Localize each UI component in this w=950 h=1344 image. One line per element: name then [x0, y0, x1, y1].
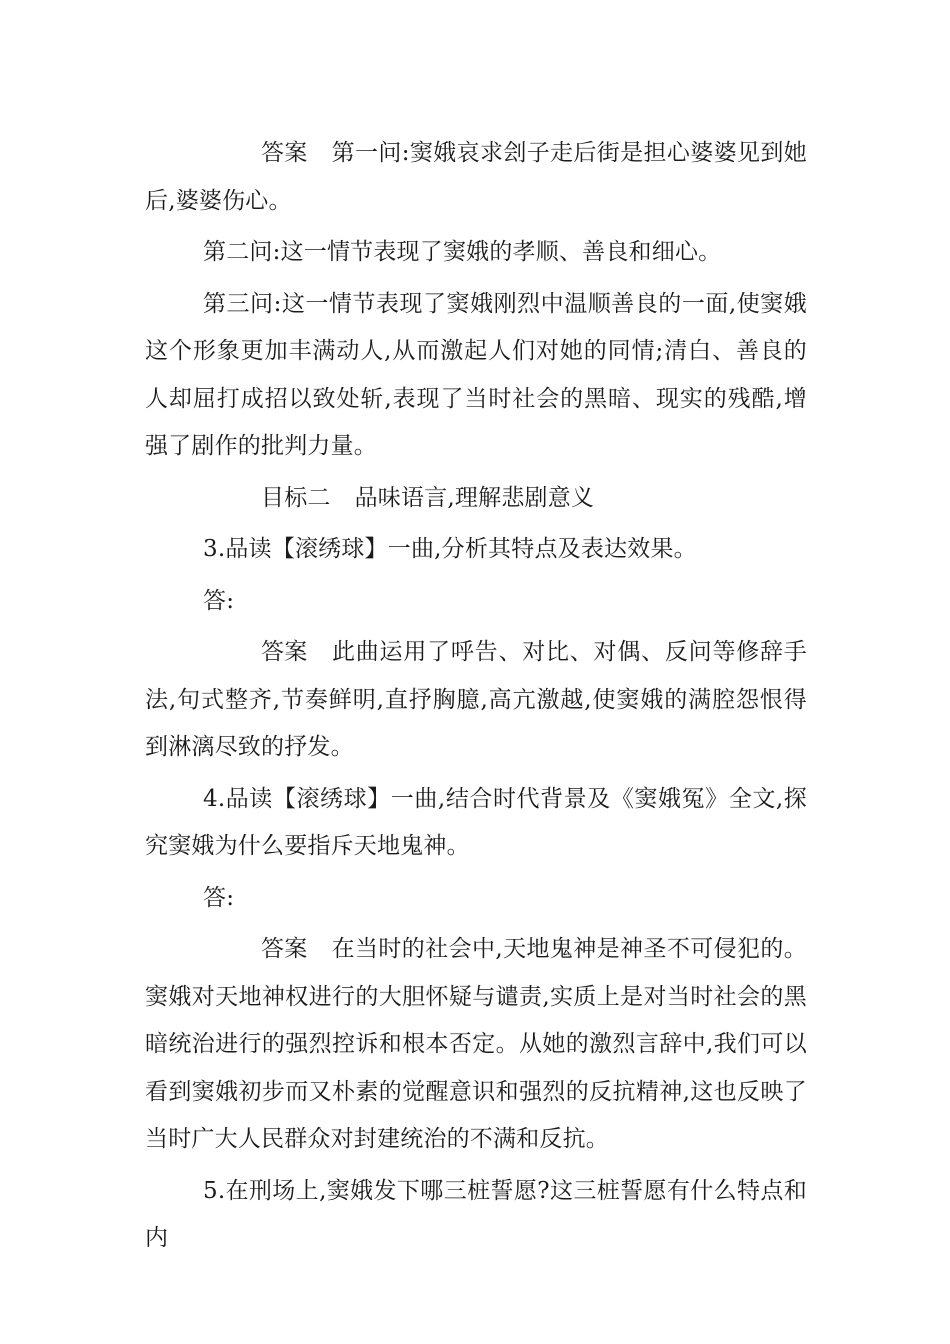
answer-paragraph-2	[145, 229, 807, 277]
answer-label: 答案	[261, 639, 308, 665]
section-heading	[145, 475, 807, 523]
question-text: 4.品读【滚绣球】一曲,结合时代背景及《窦娥冤》全文,探究窦娥为什么要指斥天地鬼神。	[145, 785, 807, 859]
answer-text: 第三问:这一情节表现了窦娥刚烈中温顺善良的一面,使窦娥这个形象更加丰满动人,从而激起人们对她的同情;清白、善良的人却屈打成招以致处斩,表现了当时社会的黑暗、现实的残酷,增强了剧作的批判力量。	[145, 290, 807, 459]
answer-label: 答案	[261, 140, 308, 166]
answer-label: 答案	[261, 936, 308, 962]
answer-text: 第二问:这一情节表现了窦娥的孝顺、善良和细心。	[203, 239, 722, 265]
answer-prompt-4	[145, 875, 807, 923]
question-3	[145, 526, 807, 574]
question-text: 3.品读【滚绣球】一曲,分析其特点及表达效果。	[203, 536, 697, 562]
answer-text: 在当时的社会中,天地鬼神是神圣不可侵犯的。窦娥对天地神权进行的大胆怀疑与谴责,实质上是对当时社会的黑暗统治进行的强烈控诉和根本否定。从她的激烈言辞中,我们可以看到窦娥初步而又朴素的觉醒意识和强烈的反抗精神,这也反映了当时广大人民群众对封建统治的不满和反抗。	[145, 936, 807, 1152]
answer-prompt: 答:	[203, 884, 235, 911]
answer-prompt: 答:	[203, 587, 235, 614]
section-title: 品味语言,理解悲剧意义	[354, 484, 595, 511]
answer-paragraph-q4	[145, 926, 807, 1164]
answer-text: 此曲运用了呼告、对比、对偶、反问等修辞手法,句式整齐,节奏鲜明,直抒胸臆,高亢激越,使窦娥的满腔怨恨得到淋漓尽致的抒发。	[145, 639, 807, 760]
answer-prompt-3	[145, 578, 807, 626]
answer-text: 第一问:窦娥哀求刽子走后街是担心婆婆见到她后,婆婆伤心。	[145, 140, 807, 214]
answer-paragraph-3	[145, 281, 807, 471]
section-label: 目标二	[261, 484, 331, 511]
answer-paragraph-q3	[145, 629, 807, 772]
question-5	[145, 1168, 807, 1263]
answer-paragraph-1	[145, 130, 807, 225]
question-4	[145, 776, 807, 871]
question-text: 5.在刑场上,窦娥发下哪三桩誓愿?这三桩誓愿有什么特点和内	[145, 1177, 807, 1251]
